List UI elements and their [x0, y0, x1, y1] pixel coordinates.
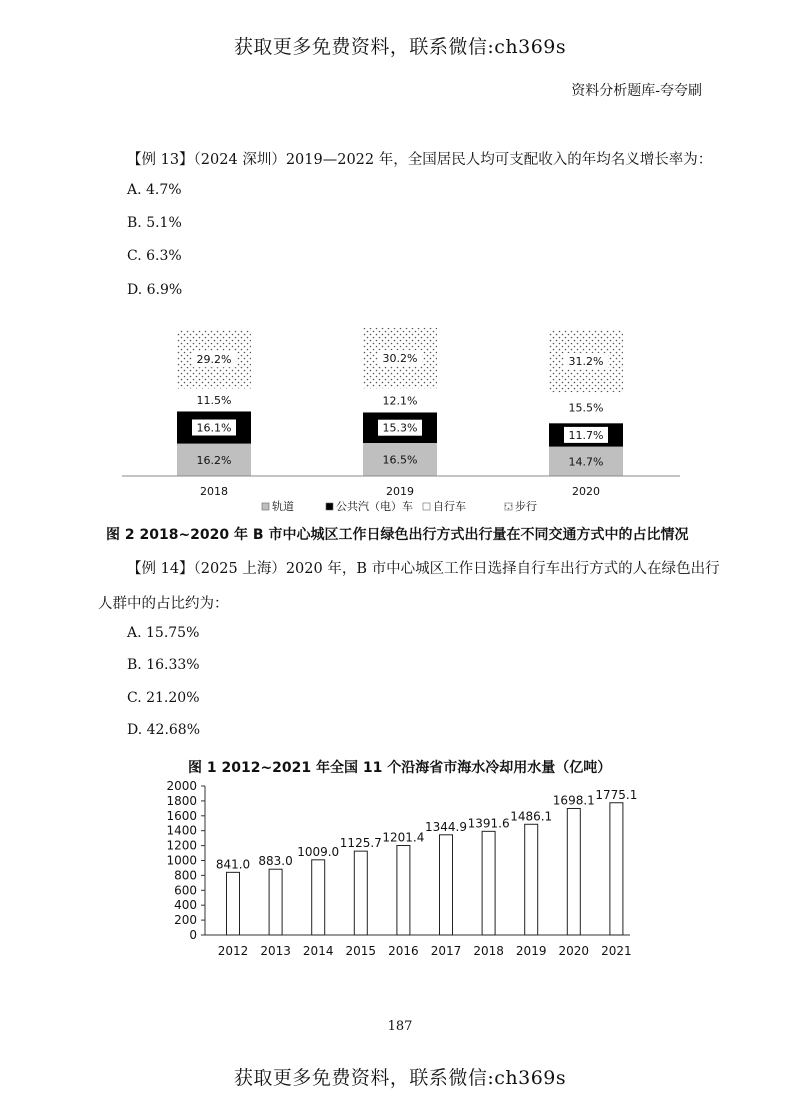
chart1-x-tick: 2018: [473, 944, 504, 958]
bottom-banner: 获取更多免费资料，联系微信:ch369s: [233, 1067, 567, 1089]
figure-2-caption: 图 2 2018~2020 年 B 市中心城区工作日绿色出行方式出行量在不同交通方式中的占比情况: [106, 527, 689, 543]
chart1-y-tick: 2000: [166, 779, 197, 793]
q14-option-a: A. 15.75%: [127, 625, 200, 641]
chart2-data-label: 16.5%: [382, 453, 418, 467]
chart2-x-tick: 2020: [572, 485, 600, 498]
chart1-x-tick: 2021: [601, 944, 632, 958]
chart1-bar-2013: [269, 869, 282, 935]
chart1-bar-2017: [440, 835, 453, 935]
chart1-bar-2014: [312, 860, 325, 935]
top-banner: 获取更多免费资料，联系微信:ch369s: [233, 36, 567, 58]
chart1-x-tick: 2017: [430, 944, 462, 958]
legend-label-3: 步行: [515, 500, 537, 513]
q13-option-a: A. 4.7%: [127, 182, 182, 198]
chart2-x-tick: 2019: [386, 485, 414, 498]
chart1-bar-2020: [567, 808, 580, 935]
chart1-data-label: 1486.1: [510, 809, 553, 824]
q14-option-c: C. 21.20%: [127, 690, 200, 706]
chart1-x-tick: 2019: [515, 944, 547, 958]
chart1-bar-2018: [482, 831, 495, 935]
chart1-x-tick: 2015: [345, 944, 377, 958]
chart1-y-tick: 1800: [166, 793, 197, 808]
legend-swatch-3: [505, 503, 512, 510]
legend-swatch-2: [423, 503, 430, 510]
chart1-bar-2015: [354, 851, 367, 935]
chart2-data-label: 15.3%: [382, 421, 418, 435]
chart1-bar-2016: [397, 845, 410, 935]
chart1-data-label: 883.0: [258, 854, 293, 869]
legend-swatch-0: [262, 503, 269, 510]
chart2-data-label: 31.2%: [568, 355, 604, 368]
chart1-y-tick: 400: [174, 898, 197, 913]
chart2-data-label: 11.7%: [568, 428, 604, 442]
question-14-prompt-line2: 人群中的占比约为：: [98, 596, 229, 612]
chart2-data-label: 11.5%: [196, 393, 232, 407]
chart1-y-tick: 800: [174, 868, 197, 883]
question-14-prompt-line1: 【例 14】（2025 上海）2020 年，B 市中心城区工作日选择自行车出行方式的人在绿色出行: [127, 561, 720, 577]
q14-option-b: B. 16.33%: [127, 657, 200, 673]
chart1-data-label: 1391.6: [467, 816, 510, 831]
chart1-y-tick: 600: [174, 883, 197, 898]
chart1-y-tick: 1200: [166, 838, 197, 853]
q13-option-d: D. 6.9%: [127, 282, 183, 298]
bar-chart: [0, 770, 800, 970]
chart1-data-label: 1698.1: [552, 793, 595, 808]
stacked-bar-chart: [0, 300, 800, 515]
chart1-x-tick: 2013: [260, 944, 291, 958]
q14-option-d: D. 42.68%: [127, 722, 201, 738]
chart1-y-tick: 200: [174, 913, 197, 928]
chart1-bar-2019: [525, 824, 538, 935]
chart1-y-tick: 1600: [166, 808, 197, 823]
chart1-y-tick: 1400: [166, 823, 197, 838]
chart1-data-label: 1125.7: [339, 836, 382, 851]
chart1-y-tick: 0: [189, 928, 197, 942]
chart1-data-label: 1009.0: [297, 844, 340, 859]
chart2-data-label: 16.1%: [196, 421, 232, 435]
chart1-data-label: 1344.9: [425, 819, 467, 834]
q13-option-c: C. 6.3%: [127, 248, 182, 264]
chart1-data-label: 841.0: [215, 857, 251, 872]
legend-swatch-1: [326, 503, 333, 510]
legend-label-1: 公共汽（电）车: [336, 500, 413, 513]
chart1-data-label: 1775.1: [595, 787, 638, 802]
chart1-bar-2012: [227, 872, 240, 935]
chart2-data-label: 30.2%: [382, 352, 418, 365]
question-13-prompt: 【例 13】（2024 深圳）2019—2022 年，全国居民人均可支配收入的年均名义增长率为：: [127, 152, 713, 168]
right-note: 资料分析题库-夸夸刷: [571, 83, 702, 99]
chart1-x-tick: 2016: [388, 944, 419, 958]
chart1-y-tick: 1000: [166, 853, 197, 868]
legend-label-0: 轨道: [272, 500, 294, 513]
chart1-data-label: 1201.4: [382, 830, 425, 845]
chart2-data-label: 12.1%: [382, 394, 418, 408]
figure-1-caption: 图 1 2012~2021 年全国 11 个沿海省市海水冷却用水量（亿吨）: [188, 760, 612, 776]
chart2-data-label: 15.5%: [568, 401, 604, 415]
chart1-x-tick: 2012: [217, 944, 249, 958]
chart2-data-label: 14.7%: [568, 455, 604, 469]
chart2-data-label: 29.2%: [196, 353, 232, 367]
legend-label-2: 自行车: [433, 500, 466, 513]
page-number: 187: [387, 1019, 413, 1034]
chart1-x-tick: 2020: [558, 944, 590, 958]
chart2-data-label: 16.2%: [196, 453, 232, 467]
q13-option-b: B. 5.1%: [127, 215, 182, 231]
chart1-bar-2021: [610, 803, 623, 935]
chart1-x-tick: 2014: [302, 944, 334, 958]
chart2-x-tick: 2018: [200, 485, 228, 498]
